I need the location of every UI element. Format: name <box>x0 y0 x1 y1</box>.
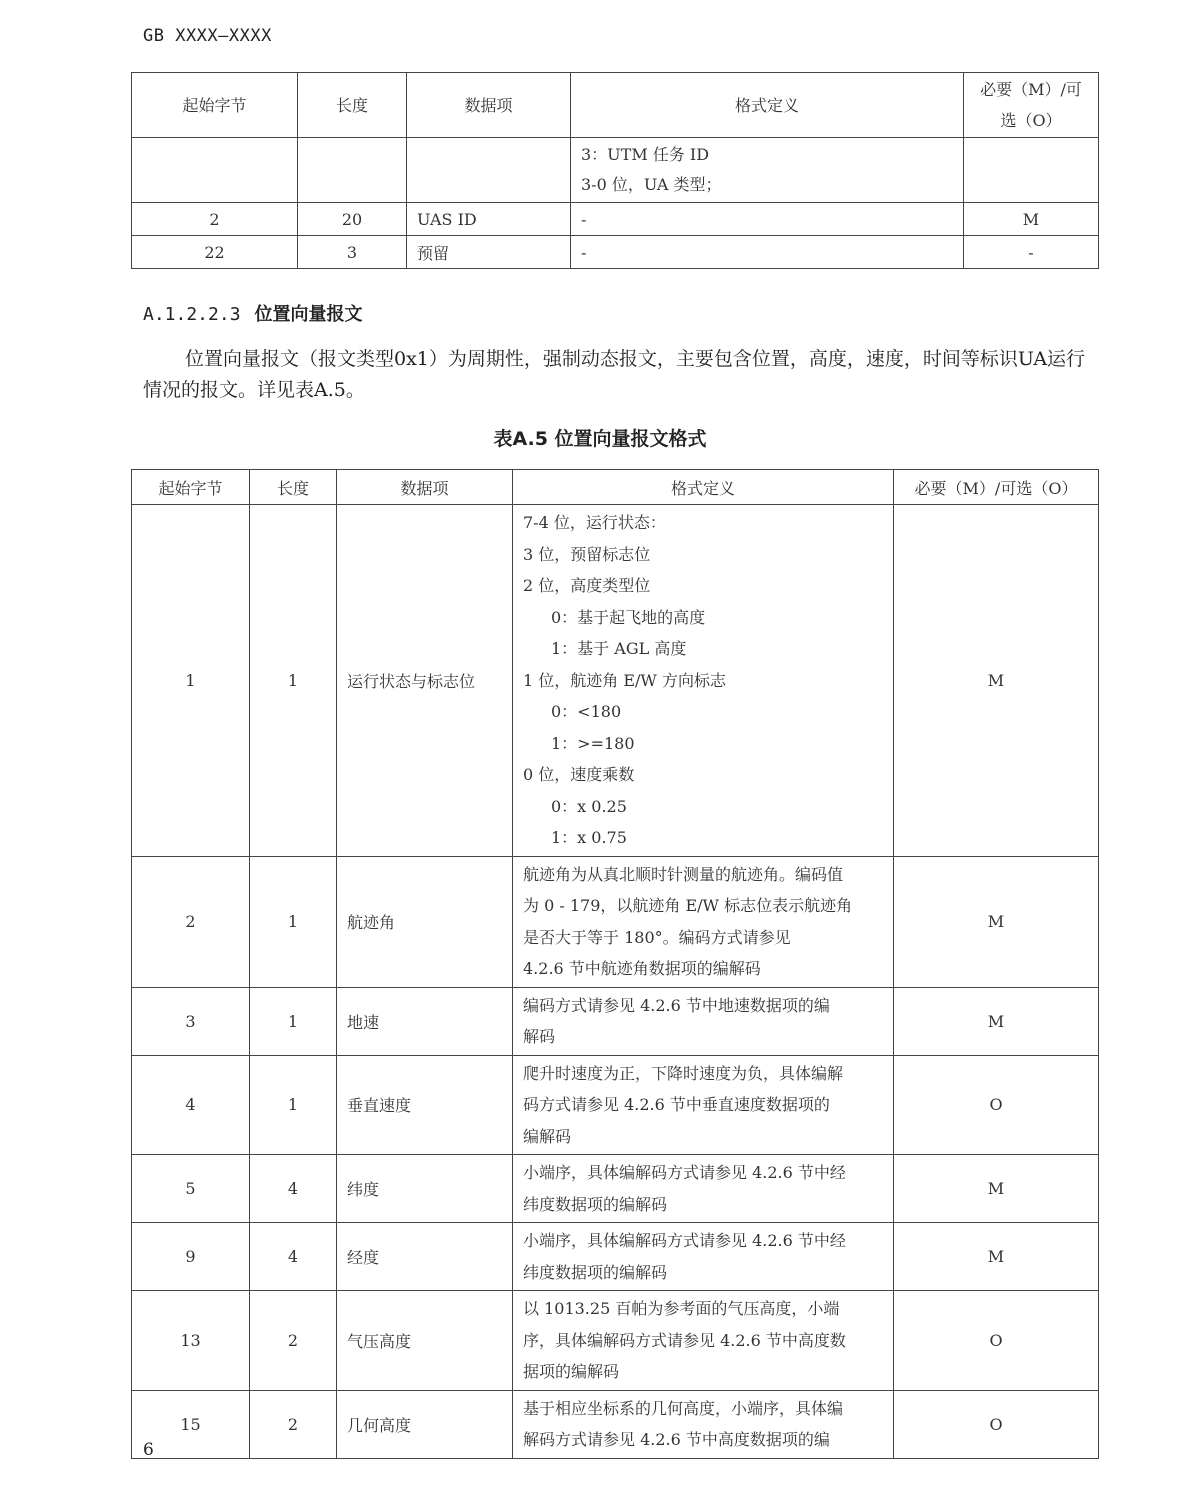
section-paragraph: 位置向量报文（报文类型0x1）为周期性，强制动态报文，主要包含位置，高度，速度，时间等标识UA运行情况的报文。详见表A.5。 <box>143 348 1086 401</box>
section-title: 位置向量报文 <box>254 304 363 325</box>
table-row: 2 20 UAS ID - M <box>132 203 1099 236</box>
page-number: 6 <box>143 1440 154 1460</box>
table-row: 22 3 预留 - - <box>132 236 1099 269</box>
table-row: 13 2 气压高度 以 1013.25 百帕为参考面的气压高度，小端 序，具体编解码方式请参见 4.2.6 节中高度数 据项的编解码 O <box>132 1291 1099 1391</box>
format-cell: 3：UTM 任务 ID 3-0 位，UA 类型； <box>571 138 964 203</box>
table-row: 4 1 垂直速度 爬升时速度为正，下降时速度为负，具体编解 码方式请参见 4.2.6 节中垂直速度数据项的 编解码 O <box>132 1055 1099 1155</box>
document-header-id: GB XXXX—XXXX <box>143 26 272 46</box>
col-header-start-byte: 起始字节 <box>132 73 298 138</box>
section-heading <box>143 300 363 326</box>
col-header-length: 长度 <box>298 73 407 138</box>
col-header-data-item: 数据项 <box>407 73 571 138</box>
section-number: A.1.2.2.3 <box>143 304 241 325</box>
table-row: 1 1 运行状态与标志位 7-4 位，运行状态： 3 位，预留标志位 2 位，高度类型位 0：基于起飞地的高度 1：基于 AGL 高度 1 位，航迹角 E/W 方向标志 0：<180 1：>=180 0 位，速度乘数 0：x 0.25 1：x 0.75 M <box>132 505 1099 857</box>
format-cell: 航迹角为从真北顺时针测量的航迹角。编码值 为 0 - 179，以航迹角 E/W 标志位表示航迹角 是否大于等于 180°。编码方式请参见 4.2.6 节中航迹角数据项的编解码 <box>513 856 894 987</box>
format-cell: 小端序，具体编解码方式请参见 4.2.6 节中经 纬度数据项的编解码 <box>513 1155 894 1223</box>
table-row: 2 1 航迹角 航迹角为从真北顺时针测量的航迹角。编码值 为 0 - 179，以航迹角 E/W 标志位表示航迹角 是否大于等于 180°。编码方式请参见 4.2.6 节中航迹角数据项的编解码 M <box>132 856 1099 987</box>
col-header-start-byte: 起始字节 <box>132 470 250 505</box>
table-row <box>132 138 1099 203</box>
col-header-length: 长度 <box>250 470 337 505</box>
format-cell: 7-4 位，运行状态： 3 位，预留标志位 2 位，高度类型位 0：基于起飞地的高度 1：基于 AGL 高度 1 位，航迹角 E/W 方向标志 0：<180 1：>=180 0 位，速度乘数 0：x 0.25 1：x 0.75 <box>513 505 894 857</box>
col-header-required: 必要（M）/可选（O） <box>964 73 1099 138</box>
table-header-row <box>132 470 1099 505</box>
format-cell: 小端序，具体编解码方式请参见 4.2.6 节中经 纬度数据项的编解码 <box>513 1223 894 1291</box>
format-cell: 爬升时速度为正，下降时速度为负，具体编解 码方式请参见 4.2.6 节中垂直速度数据项的 编解码 <box>513 1055 894 1155</box>
col-header-format: 格式定义 <box>513 470 894 505</box>
col-header-format: 格式定义 <box>571 73 964 138</box>
table-row: 3 1 地速 编码方式请参见 4.2.6 节中地速数据项的编 解码 M <box>132 987 1099 1055</box>
col-header-data-item: 数据项 <box>337 470 513 505</box>
format-cell: 以 1013.25 百帕为参考面的气压高度，小端 序，具体编解码方式请参见 4.2.6 节中高度数 据项的编解码 <box>513 1291 894 1391</box>
table-row: 9 4 经度 小端序，具体编解码方式请参见 4.2.6 节中经 纬度数据项的编解码 M <box>132 1223 1099 1291</box>
table-row: 5 4 纬度 小端序，具体编解码方式请参见 4.2.6 节中经 纬度数据项的编解码 M <box>132 1155 1099 1223</box>
format-cell: 基于相应坐标系的几何高度，小端序，具体编 解码方式请参见 4.2.6 节中高度数据项的编 <box>513 1390 894 1458</box>
table-row: 15 2 几何高度 基于相应坐标系的几何高度，小端序，具体编 解码方式请参见 4.2.6 节中高度数据项的编 O <box>132 1390 1099 1458</box>
table-header-row <box>132 73 1099 138</box>
col-header-required: 必要（M）/可选（O） <box>894 470 1099 505</box>
table-previous-continued <box>131 72 1099 269</box>
table-position-vector-format <box>131 469 1099 1459</box>
format-cell: 编码方式请参见 4.2.6 节中地速数据项的编 解码 <box>513 987 894 1055</box>
table-caption: 表A.5 位置向量报文格式 <box>493 428 707 450</box>
